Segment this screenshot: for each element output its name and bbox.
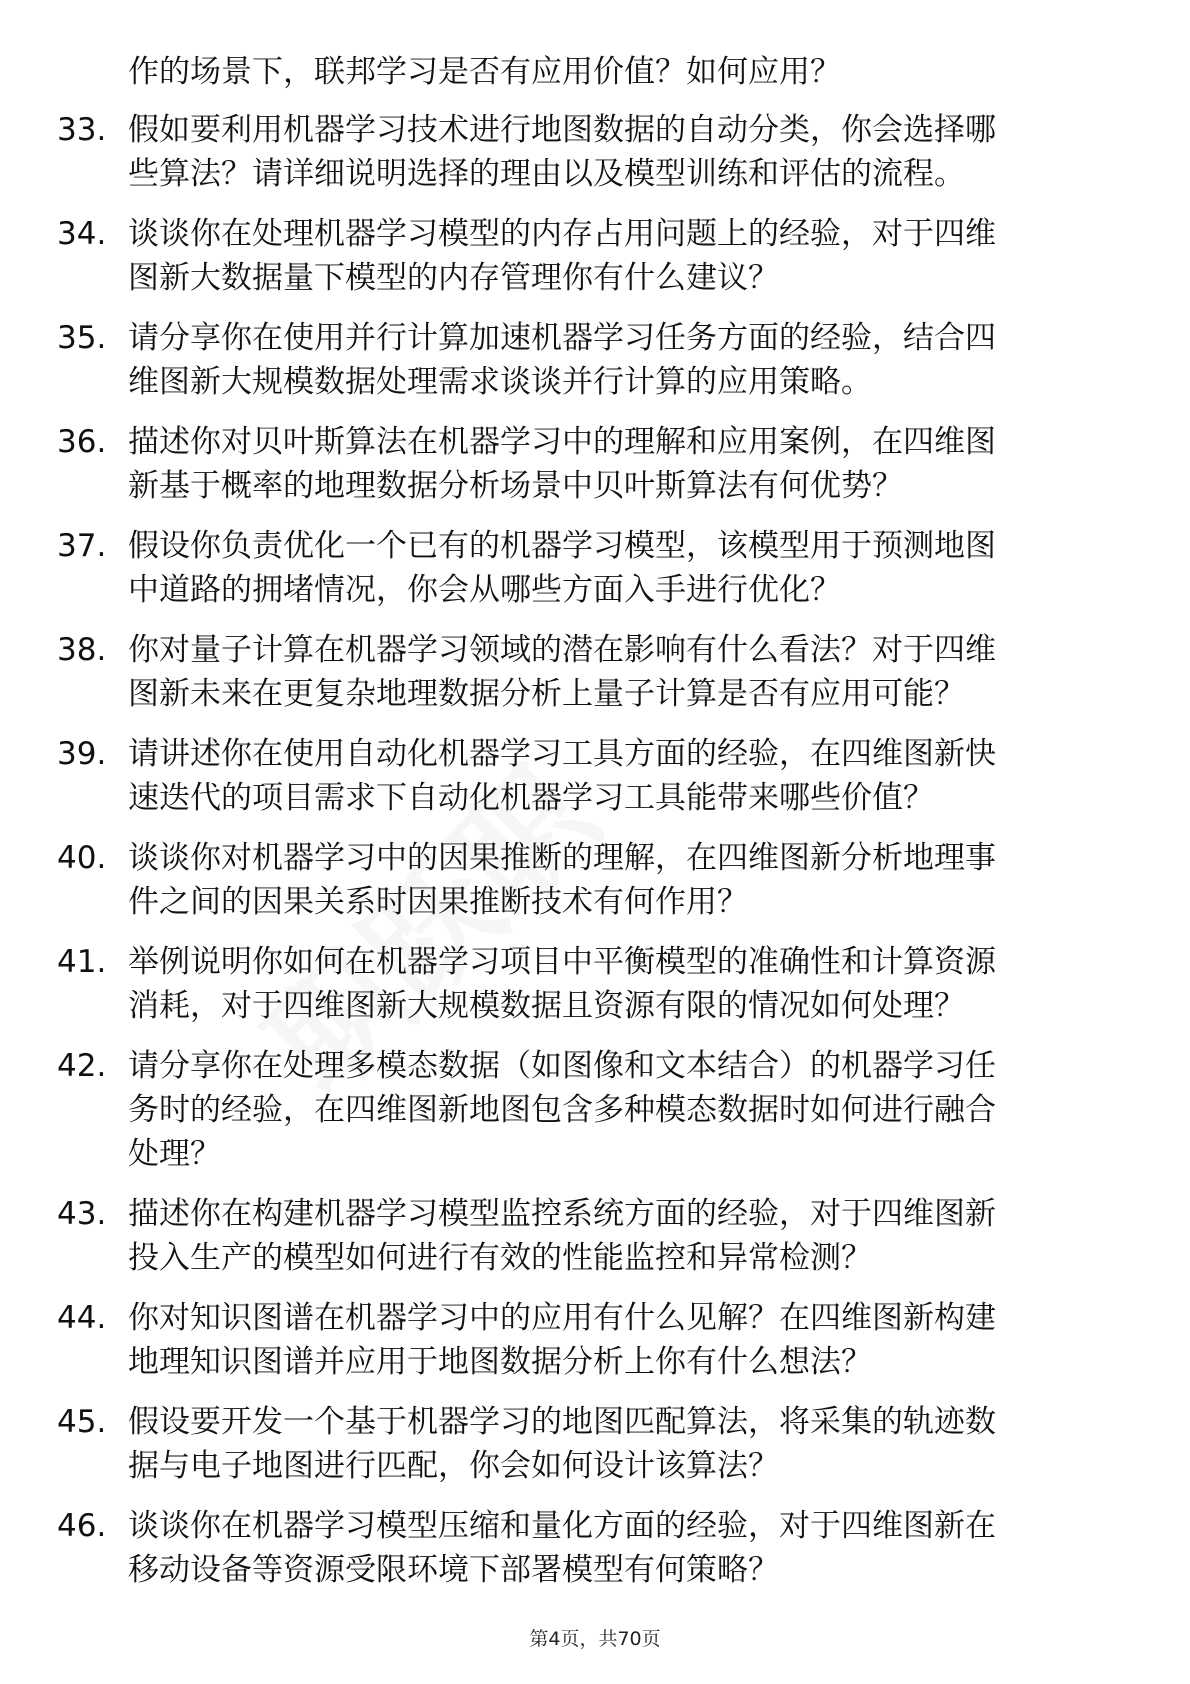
question-item <box>0 1192 1190 1280</box>
question-text-line: 你对知识图谱在机器学习中的应用有什么见解？在四维图新构建 <box>128 1300 996 1336</box>
question-text-line: 速迭代的项目需求下自动化机器学习工具能带来哪些价值？ <box>128 780 934 816</box>
question-text-line: 图新未来在更复杂地理数据分析上量子计算是否有应用可能？ <box>128 676 965 712</box>
question-text-line: 假设你负责优化一个已有的机器学习模型，该模型用于预测地图 <box>128 528 996 564</box>
question-item <box>0 1504 1190 1592</box>
question-item <box>0 420 1190 508</box>
question-text-line: 描述你对贝叶斯算法在机器学习中的理解和应用案例，在四维图 <box>128 424 996 460</box>
question-text <box>128 212 1128 300</box>
question-text-line: 假如要利用机器学习技术进行地图数据的自动分类，你会选择哪 <box>128 112 996 148</box>
question-text <box>128 1296 1128 1384</box>
question-number: 42. <box>57 1048 107 1084</box>
question-number: 45. <box>57 1404 107 1440</box>
question-text <box>128 1400 1128 1488</box>
question-text-line: 请分享你在处理多模态数据（如图像和文本结合）的机器学习任 <box>128 1048 996 1084</box>
question-text-line: 谈谈你在机器学习模型压缩和量化方面的经验，对于四维图新在 <box>128 1508 996 1544</box>
question-text-line: 举例说明你如何在机器学习项目中平衡模型的准确性和计算资源 <box>128 944 996 980</box>
question-text-line: 假设要开发一个基于机器学习的地图匹配算法，将采集的轨迹数 <box>128 1404 996 1440</box>
question-number: 46. <box>57 1508 107 1544</box>
question-item <box>0 316 1190 404</box>
question-text-line: 件之间的因果关系时因果推断技术有何作用？ <box>128 884 748 920</box>
question-text-line: 消耗，对于四维图新大规模数据且资源有限的情况如何处理？ <box>128 988 965 1024</box>
question-text <box>128 628 1128 716</box>
question-text <box>128 1044 1128 1176</box>
question-number: 36. <box>57 424 107 460</box>
question-text-line: 你对量子计算在机器学习领域的潜在影响有什么看法？对于四维 <box>128 632 996 668</box>
question-text-line: 请讲述你在使用自动化机器学习工具方面的经验，在四维图新快 <box>128 736 996 772</box>
question-text-line: 维图新大规模数据处理需求谈谈并行计算的应用策略。 <box>128 364 872 400</box>
question-item <box>0 940 1190 1028</box>
question-text-line: 处理？ <box>128 1136 221 1172</box>
question-text-line: 图新大数据量下模型的内存管理你有什么建议？ <box>128 260 779 296</box>
question-text-line: 些算法？请详细说明选择的理由以及模型训练和评估的流程。 <box>128 156 965 192</box>
question-text <box>128 732 1128 820</box>
question-text <box>128 1192 1128 1280</box>
question-number: 40. <box>57 840 107 876</box>
question-item <box>0 1044 1190 1176</box>
question-item <box>0 628 1190 716</box>
question-number: 33. <box>57 112 107 148</box>
question-text-line: 务时的经验，在四维图新地图包含多种模态数据时如何进行融合 <box>128 1092 996 1128</box>
question-number: 41. <box>57 944 107 980</box>
question-item <box>0 836 1190 924</box>
question-item <box>0 732 1190 820</box>
page-footer: 第4页，共70页 <box>529 1628 661 1650</box>
question-text <box>128 316 1128 404</box>
question-number: 37. <box>57 528 107 564</box>
question-number: 38. <box>57 632 107 668</box>
question-list <box>0 108 1190 1608</box>
question-text-line: 中道路的拥堵情况，你会从哪些方面入手进行优化？ <box>128 572 841 608</box>
question-item <box>0 108 1190 196</box>
question-item <box>0 1296 1190 1384</box>
question-text-line: 投入生产的模型如何进行有效的性能监控和异常检测？ <box>128 1240 872 1276</box>
question-item <box>0 524 1190 612</box>
question-number: 39. <box>57 736 107 772</box>
question-text-line: 请分享你在使用并行计算加速机器学习任务方面的经验，结合四 <box>128 320 996 356</box>
question-text <box>128 836 1128 924</box>
continued-question-text: 作的场景下，联邦学习是否有应用价值？如何应用？ <box>128 54 841 90</box>
question-text-line: 描述你在构建机器学习模型监控系统方面的经验，对于四维图新 <box>128 1196 996 1232</box>
question-number: 44. <box>57 1300 107 1336</box>
question-text-line: 据与电子地图进行匹配，你会如何设计该算法？ <box>128 1448 779 1484</box>
question-number: 34. <box>57 216 107 252</box>
question-text <box>128 1504 1128 1592</box>
question-number: 43. <box>57 1196 107 1232</box>
question-text-line: 谈谈你对机器学习中的因果推断的理解，在四维图新分析地理事 <box>128 840 996 876</box>
question-text <box>128 940 1128 1028</box>
question-text-line: 地理知识图谱并应用于地图数据分析上你有什么想法？ <box>128 1344 872 1380</box>
question-item <box>0 212 1190 300</box>
question-text-line: 谈谈你在处理机器学习模型的内存占用问题上的经验，对于四维 <box>128 216 996 252</box>
question-text <box>128 420 1128 508</box>
question-number: 35. <box>57 320 107 356</box>
question-text <box>128 108 1128 196</box>
question-item <box>0 1400 1190 1488</box>
question-text-line: 新基于概率的地理数据分析场景中贝叶斯算法有何优势？ <box>128 468 903 504</box>
question-text-line: 移动设备等资源受限环境下部署模型有何策略？ <box>128 1552 779 1588</box>
question-text <box>128 524 1128 612</box>
